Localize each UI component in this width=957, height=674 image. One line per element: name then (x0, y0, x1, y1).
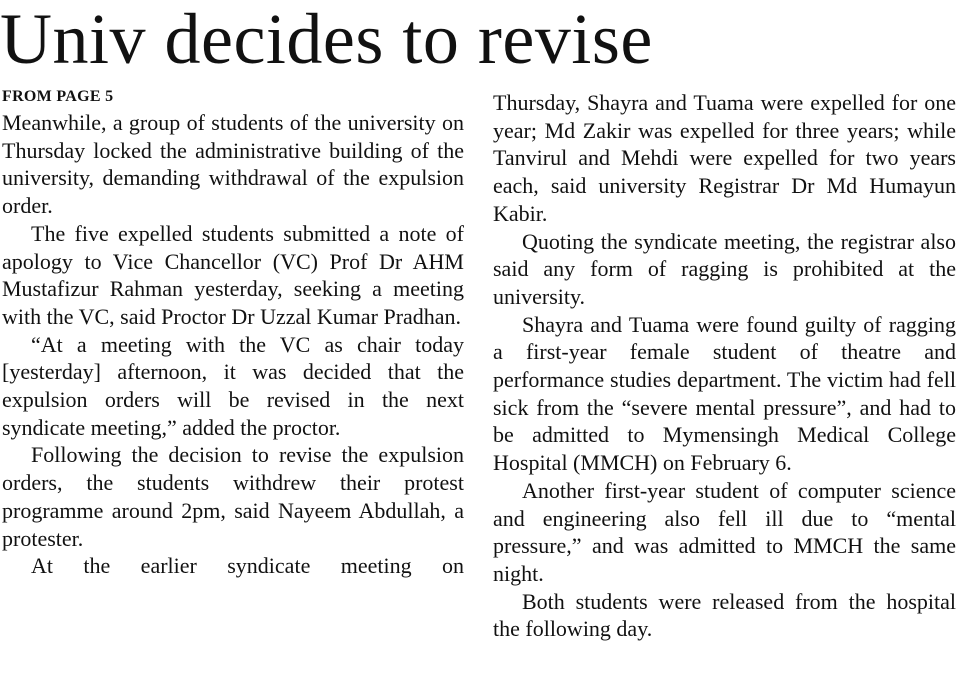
article-column-right (493, 89, 956, 643)
paragraph: Both students were released from the hospital the following day. (493, 588, 956, 642)
article-column-left (2, 85, 464, 580)
paragraph: Shayra and Tuama were found guilty of ragging a first-year female student of theatre and performance studies department. The victim had fell sick from the “severe mental pressure”, and had to be admitted to Mymensingh Medical College Hospital (MMCH) on February 6. (493, 311, 956, 476)
paragraph: Quoting the syndicate meeting, the registrar also said any form of ragging is prohibited at the university. (493, 228, 956, 309)
paragraph: “At a meeting with the VC as chair today [yesterday] afternoon, it was decided that the expulsion orders will be revised in the next syndicate meeting,” added the proctor. (2, 331, 464, 440)
paragraph: Meanwhile, a group of students of the university on Thursday locked the administrative building of the university, demanding withdrawal of the expulsion order. (2, 110, 464, 219)
paragraph: The five expelled students submitted a note of apology to Vice Chancellor (VC) Prof Dr AHM Mustafizur Rahman yesterday, seeking a meeting with the VC, said Proctor Dr Uzzal Kumar Pradhan. (2, 220, 464, 329)
paragraph: Following the decision to revise the expulsion orders, the students withdrew their protest programme around 2pm, said Nayeem Abdullah, a protester. (2, 442, 464, 551)
jump-line: FROM PAGE 5 (2, 88, 114, 105)
paragraph: Thursday, Shayra and Tuama were expelled for one year; Md Zakir was expelled for three years; while Tanvirul and Mehdi were expelled for two years each, said university Registrar Dr Md Humayun Kabir. (493, 90, 956, 226)
paragraph: Another first-year student of computer science and engineering also fell ill due to “mental pressure,” and was admitted to MMCH the same night. (493, 477, 956, 586)
headline: Univ decides to revise (0, 0, 653, 79)
paragraph: At the earlier syndicate meeting on (31, 553, 464, 579)
